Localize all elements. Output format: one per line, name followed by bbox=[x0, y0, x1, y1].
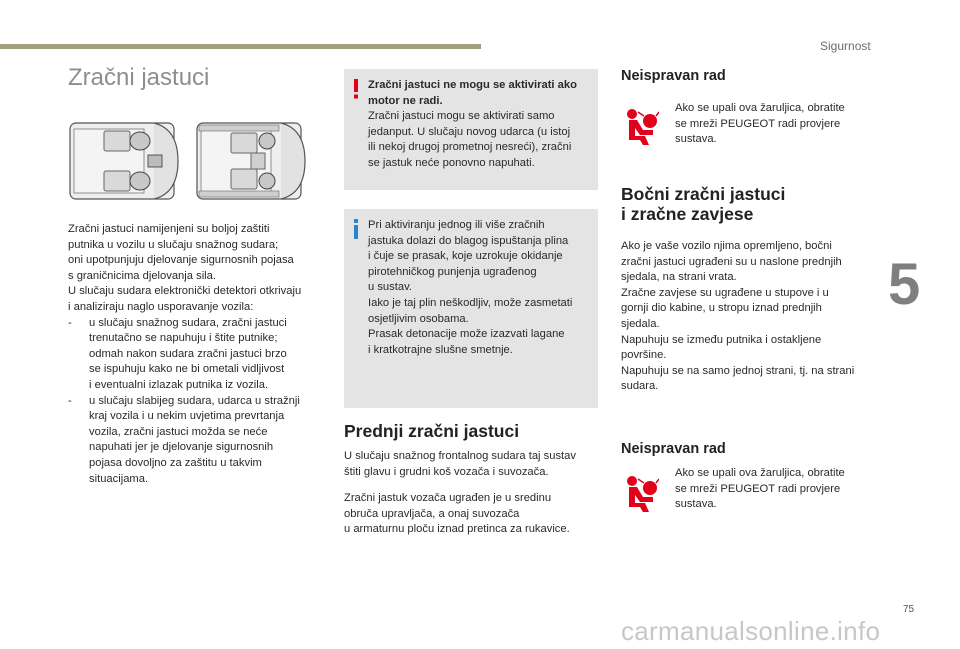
intro-line: i analiziraju naglo usporavanje vozila: bbox=[68, 300, 254, 313]
airbag-warning-icon bbox=[623, 475, 659, 513]
warning-line: jedanput. U slučaju novog udarca (u istoj bbox=[368, 125, 571, 138]
front-line: Zračni jastuk vozača ugrađen je u sredinu bbox=[344, 492, 552, 504]
side-line: Ako je vaše vozilo njima opremljeno, bočni bbox=[621, 240, 832, 252]
car-airbag-diagram-side bbox=[195, 119, 307, 203]
side-line: površine. bbox=[621, 349, 667, 362]
front-airbags-text-2 bbox=[344, 491, 594, 538]
warning-exclamation-icon bbox=[350, 79, 362, 99]
intro-line: oni upotpunjuju djelovanje sigurnosnih pojasa bbox=[68, 254, 294, 267]
side-airbags-text bbox=[621, 239, 875, 395]
bullet-line: pojasa dovoljno za zaštitu u takvim bbox=[89, 456, 262, 469]
intro-line: U slučaju sudara elektronički detektori otkrivaju bbox=[68, 285, 302, 298]
info-line: Iako je taj plin neškodljiv, može zasmetati bbox=[368, 296, 573, 309]
side-line: sjedala, na strani vrata. bbox=[621, 271, 737, 284]
fault-line: se mreži PEUGEOT radi provjere bbox=[675, 482, 841, 495]
info-line: Prasak detonacije može izazvati lagane bbox=[368, 328, 565, 341]
side-line: Napuhuju se na samo jednoj strani, tj. na strani bbox=[621, 364, 855, 377]
fault-heading-2: Neispravan rad bbox=[621, 441, 726, 457]
fault-line: Ako se upali ova žaruljica, obratite bbox=[675, 467, 845, 479]
info-icon bbox=[350, 219, 362, 239]
info-line: jastuka dolazi do blagog ispuštanja plina bbox=[368, 234, 569, 247]
warning-bold-line: motor ne radi. bbox=[368, 94, 443, 107]
intro-line: putnika u vozilu u slučaju snažnog sudara; bbox=[68, 238, 279, 251]
side-line: Napuhuju se između putnika i ostakljene bbox=[621, 333, 822, 346]
side-heading-line: i zračne zavjese bbox=[621, 204, 754, 224]
car-airbag-diagram-front bbox=[68, 119, 180, 203]
bullet-line: u slučaju snažnog sudara, zračni jastuci bbox=[89, 316, 287, 329]
bullet-item bbox=[68, 316, 330, 394]
intro-line: s graničnicima djelovanja sila. bbox=[68, 269, 216, 282]
side-line: Zračne zavjese su ugrađene u stupove i u bbox=[621, 286, 829, 299]
side-heading-line: Bočni zračni jastuci bbox=[621, 184, 786, 204]
chapter-title: Sigurnost bbox=[820, 39, 871, 53]
info-line: osjetljivim osobama. bbox=[368, 312, 469, 325]
watermark: carmanualsonline.info bbox=[621, 616, 881, 646]
bullet-line: vozila, zračni jastuci možda se neće bbox=[89, 425, 268, 438]
chapter-number: 5 bbox=[888, 252, 921, 317]
front-line: u armaturnu ploču iznad pretinca za rukavice. bbox=[344, 523, 570, 536]
bullet-dash: - bbox=[68, 394, 72, 407]
info-line: Pri aktiviranju jednog ili više zračnih bbox=[368, 219, 545, 231]
warning-line: se jastuk neće ponovno napuhati. bbox=[368, 156, 535, 169]
fault-line: Ako se upali ova žaruljica, obratite bbox=[675, 102, 845, 114]
bullet-dash: - bbox=[68, 316, 72, 329]
warning-bold-line: Zračni jastuci ne mogu se aktivirati ako bbox=[368, 79, 577, 91]
front-line: štiti glavu i grudni koš vozača i suvozača. bbox=[344, 465, 549, 478]
side-line: sudara. bbox=[621, 380, 659, 393]
fault-text-1 bbox=[675, 101, 865, 148]
side-line: sjedala. bbox=[621, 317, 660, 330]
bullet-line: napuhati jer je djelovanje sigurnosnih bbox=[89, 441, 274, 454]
airbag-warning-icon bbox=[623, 108, 659, 146]
bullet-line: kraj vozila i u nekim uvjetima prevrtanja bbox=[89, 410, 285, 423]
front-line: obruča upravljača, a onaj suvozača bbox=[344, 507, 520, 520]
bullet-line: i eventualni izlazak putnika iz vozila. bbox=[89, 378, 269, 391]
page-title: Zračni jastuci bbox=[68, 64, 210, 91]
side-line: zračni jastuci ugrađeni su u naslone prednjih bbox=[621, 255, 842, 268]
info-box bbox=[344, 209, 598, 408]
page-number: 75 bbox=[903, 604, 915, 615]
bullet-line: se ispuhuju kako ne bi ometali vidljivost bbox=[89, 363, 285, 376]
bullet-line: trenutačno se napuhuju i štite putnike; bbox=[89, 332, 278, 345]
front-airbags-text-1 bbox=[344, 449, 594, 480]
fault-heading-1: Neispravan rad bbox=[621, 68, 726, 84]
warning-line: ili nekoj drugoj prometnoj nesreći), zračni bbox=[368, 141, 572, 154]
intro-line: Zračni jastuci namijenjeni su boljoj zaštiti bbox=[68, 223, 270, 235]
bullet-line: odmah nakon sudara zračni jastuci brzo bbox=[89, 347, 287, 360]
intro-text bbox=[68, 222, 330, 487]
info-line: pirotehničkog punjenja ugrađenog bbox=[368, 265, 537, 278]
fault-text-2 bbox=[675, 466, 865, 513]
info-line: i kratkotrajne slušne smetnje. bbox=[368, 343, 513, 356]
info-line: i čuje se prasak, koje uzrokuje okidanje bbox=[368, 250, 563, 263]
side-line: gornji dio kabine, u stropu iznad prednjih bbox=[621, 302, 822, 315]
fault-line: se mreži PEUGEOT radi provjere bbox=[675, 117, 841, 130]
fault-line: sustava. bbox=[675, 133, 717, 146]
warning-line: Zračni jastuci mogu se aktivirati samo bbox=[368, 110, 555, 123]
side-airbags-heading bbox=[621, 184, 785, 224]
bullet-item bbox=[68, 394, 330, 488]
header-accent-bar bbox=[0, 44, 481, 49]
bullet-line: u slučaju slabijeg sudara, udarca u stražnji bbox=[89, 394, 300, 407]
fault-line: sustava. bbox=[675, 498, 717, 511]
info-line: u sustav. bbox=[368, 281, 412, 294]
bullet-line: situacijama. bbox=[89, 472, 149, 485]
warning-box bbox=[344, 69, 598, 190]
front-airbags-heading: Prednji zračni jastuci bbox=[344, 421, 520, 441]
front-line: U slučaju snažnog frontalnog sudara taj sustav bbox=[344, 450, 576, 462]
